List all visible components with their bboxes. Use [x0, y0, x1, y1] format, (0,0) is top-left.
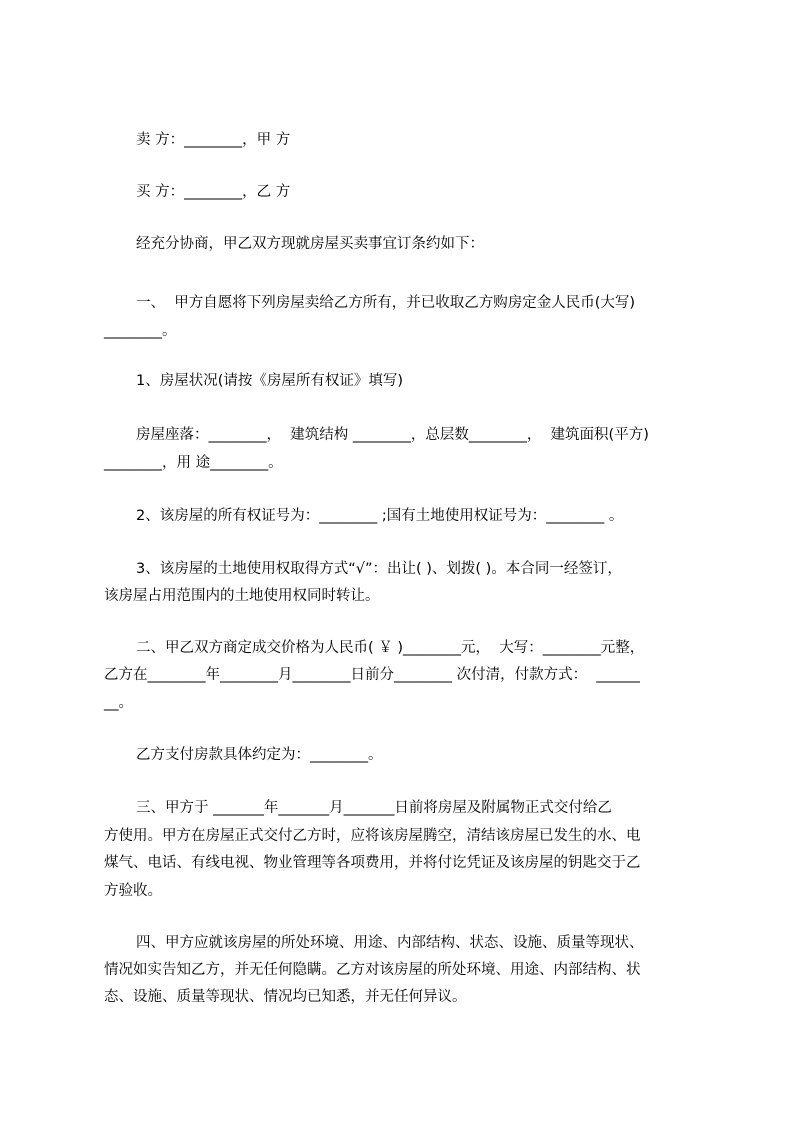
item-1-detail-line-2: ________，用 途________。: [104, 455, 283, 471]
item-3-line-2: 该房屋占用范围内的土地使用权同时转让。: [104, 588, 380, 604]
item-1-detail-line-1: 房屋座落：________， 建筑结构 ________，总层数________， 建筑面积(平方): [136, 427, 649, 443]
article-2-line-2: 乙方在________年________月________日前分________ 次付清，付款方式： ______: [104, 667, 640, 683]
preamble: 经充分协商，甲乙双方现就房屋买卖事宜订条约如下：: [136, 236, 484, 252]
article-4-line-2: 情况如实告知乙方，并无任何隐瞒。乙方对该房屋的所处环境、用途、内部结构、状: [104, 962, 641, 978]
payment-line: 乙方支付房款具体约定为：________。: [136, 747, 383, 763]
item-2: 2、该房屋的所有权证号为：________ ;国有土地使用权证号为：________ 。: [136, 508, 624, 524]
article-1-line-2: ________。: [104, 323, 177, 339]
article-3-line-2: 方使用。甲方在房屋正式交付乙方时，应将该房屋腾空，清结该房屋已发生的水、电: [104, 828, 641, 844]
seller-line: 卖 方：________，甲 方: [136, 132, 291, 148]
buyer-line: 买 方：________，乙 方: [136, 184, 291, 200]
article-3-line-1: 三、甲方于 _______年_______月_______日前将房屋及附属物正式交付给乙: [136, 800, 612, 816]
article-4-line-3: 态、设施、质量等现状、情况均已知悉，并无任何异议。: [104, 989, 467, 1005]
item-3-line-1: 3、该房屋的土地使用权取得方式“√”：出让( )、划拨( )。本合同一经签订，: [136, 561, 622, 577]
article-3-line-3: 煤气、电话、有线电视、物业管理等各项费用，并将付讫凭证及该房屋的钥匙交于乙: [104, 855, 641, 871]
article-2-line-1: 二、甲乙双方商定成交价格为人民币( ￥ )________元， 大写：________元整，: [136, 640, 645, 656]
item-1-heading: 1、房屋状况(请按《房屋所有权证》填写): [136, 373, 404, 389]
article-3-line-4: 方验收。: [104, 883, 162, 899]
article-4-line-1: 四、甲方应就该房屋的所处环境、用途、内部结构、状态、设施、质量等现状、: [136, 935, 644, 951]
article-1-line-1: 一、 甲方自愿将下列房屋卖给乙方所有，并已收取乙方购房定金人民币(大写): [136, 295, 636, 311]
article-2-line-3: __。: [104, 695, 133, 711]
